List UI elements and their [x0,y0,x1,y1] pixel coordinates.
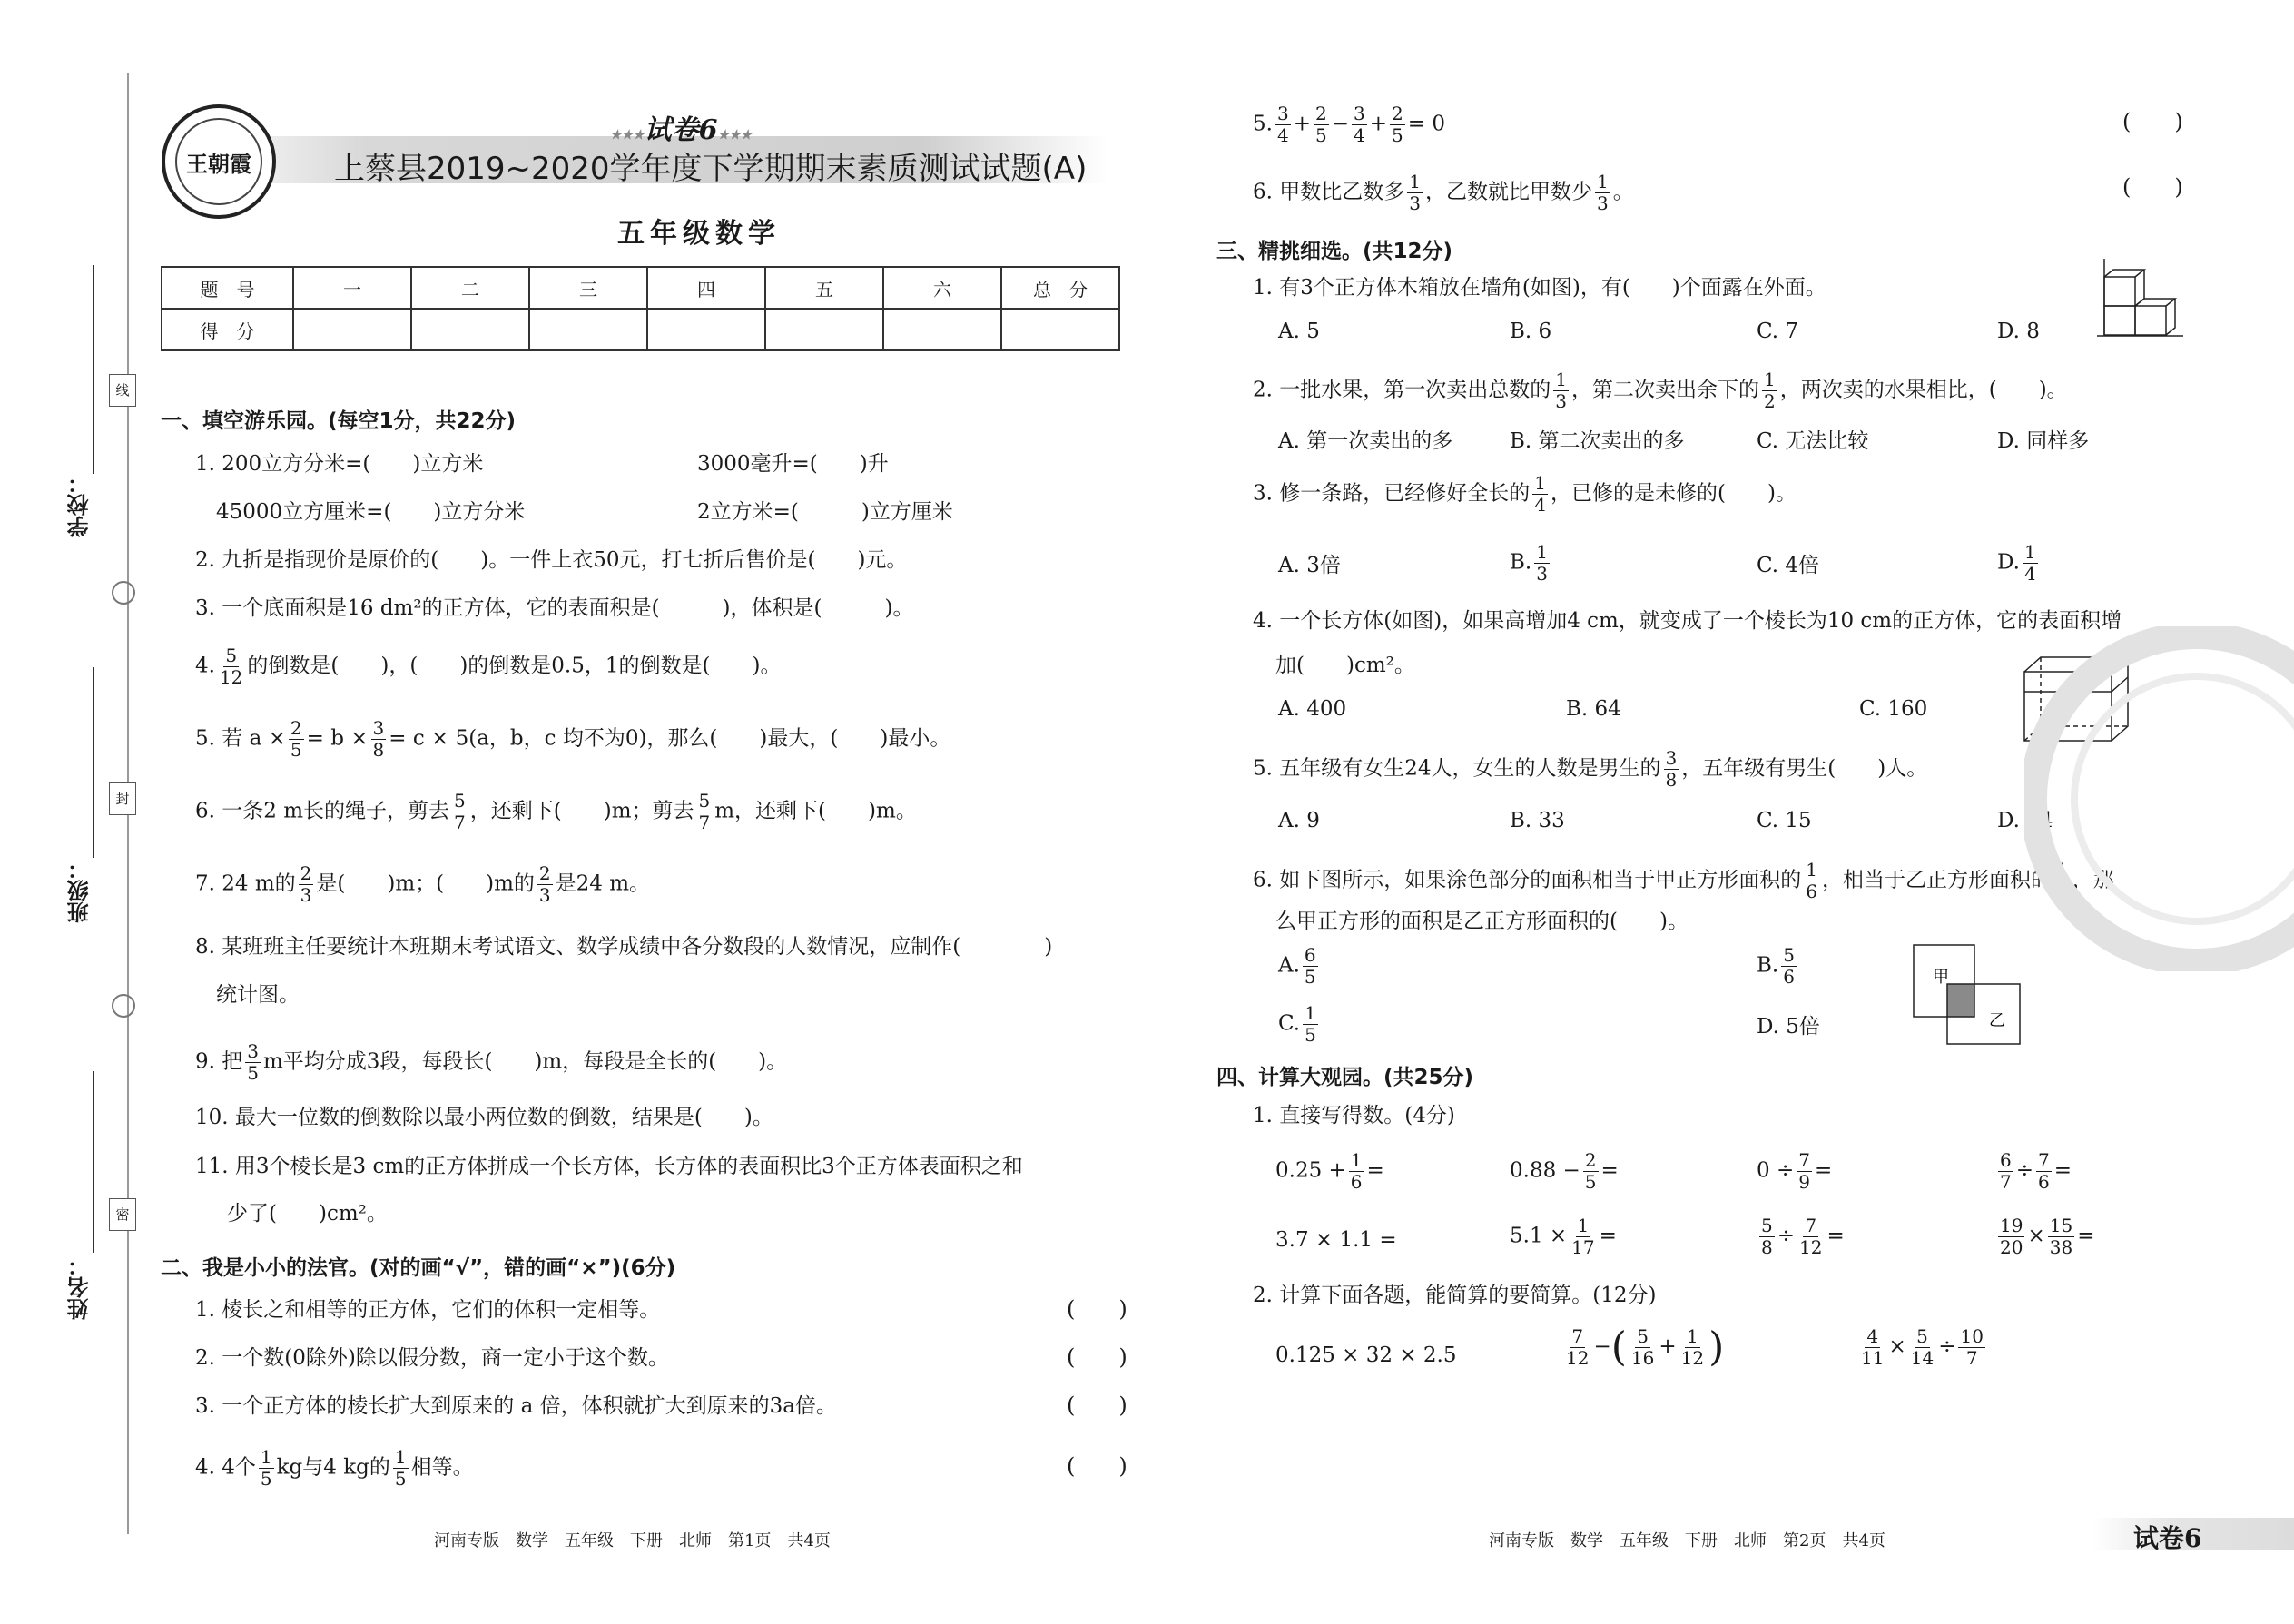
answer-bracket[interactable]: ( ) [1067,1453,1127,1479]
numerator: 2 [1584,1149,1597,1171]
question [1253,172,1634,213]
denominator: 3 [538,884,551,906]
option[interactable]: B. 64 [1566,697,1621,721]
page-title: 上蔡县2019~2020学年度下学期期末素质测试试题(A) [334,151,1088,187]
numerator: 19 [2000,1215,2023,1236]
option[interactable] [1278,1004,1321,1045]
fraction [1629,1327,1656,1368]
calc-item: $\frac{19}{20}$ × $\frac{15}{38}$ = [2000,1215,2095,1258]
answer-bracket[interactable]: ( ) [1067,1393,1127,1418]
fraction [371,719,387,760]
numerator: 7 [2038,1149,2050,1171]
denominator: 9 [1798,1171,1810,1193]
question: 3. 一个底面积是16 dm²的正方体，它的表面积是( )，体积是( )。 [195,596,914,620]
numerator: 3 [1353,103,1365,124]
q-text: 相等。 [410,1455,474,1480]
score-input-cell[interactable] [765,309,883,350]
numerator: 1 [1597,171,1609,192]
q-text: 0.88 − [1510,1158,1580,1183]
score-cell: 三 [529,267,647,309]
numerator: 1 [2023,541,2036,563]
footer-badge: 试卷6 [2133,1523,2202,1553]
denominator: 5 [290,739,302,761]
fraction [1275,104,1291,145]
numerator: 5 [454,790,466,812]
q-text: 4. [195,654,215,678]
denominator: 5 [1305,1024,1316,1046]
q-text: ，第二次卖出余下的 [1571,378,1759,402]
q-text: 5. 五年级有女生24人，女生的人数是男生的 [1253,756,1661,781]
option[interactable] [1997,543,2041,584]
numerator: 7 [1571,1325,1584,1347]
answer-bracket[interactable]: ( ) [1067,1344,1127,1370]
exam-badge-text: 试卷6 [644,114,718,146]
q-text: m，还剩下( )m。 [714,799,917,823]
numerator: 10 [1960,1325,1984,1347]
q-text: B. [1757,953,1779,978]
q-text: 5. 若 a × [195,726,286,751]
score-cell: 一 [293,267,411,309]
numerator: 1 [1409,171,1421,192]
calc-item [1757,1151,1832,1192]
q-text: 是( )m；( )m的 [316,871,535,896]
question: 3000毫升=( )升 [697,452,889,476]
fraction [2023,543,2038,584]
q-text: ，已修的是未修的( )。 [1551,481,1797,506]
q-text: 的倒数是( )，( )的倒数是0.5，1的倒数是( )。 [247,654,782,678]
question: 2. 九折是指现价是原价的( )。一件上衣50元，打七折后售价是( )元。 [195,548,908,572]
denominator: 4 [1276,124,1289,146]
section-2-title: 二、我是小小的法官。(对的画“√”，错的画“×”)(6分) [161,1256,676,1280]
question: 少了( )cm²。 [227,1202,388,1225]
fraction [1390,104,1405,145]
figure-label-jia: 甲 [1933,968,1949,987]
question: 1. 棱长之和相等的正方体，它们的体积一定相等。 [195,1298,661,1322]
q-text: = b × [306,726,369,751]
numerator: 1 [2056,859,2068,881]
option[interactable]: B. 第二次卖出的多 [1510,429,1685,453]
fraction [393,1448,409,1489]
numerator: 2 [1314,103,1327,124]
numerator: 7 [1798,1149,1810,1171]
denominator: 6 [1806,881,1817,902]
score-cell: 五 [765,267,883,309]
binding-hole [112,994,135,1018]
question [195,1448,474,1489]
section-4-title: 四、计算大观园。(共25分) [1216,1066,1474,1089]
numerator: 2 [300,862,312,884]
numerator: 3 [1665,747,1678,769]
footer-left: 河南专版 数学 五年级 下册 北师 第1页 共4页 [434,1531,831,1550]
question [195,719,950,760]
q-text: = 0 [1407,112,1445,136]
numerator: 1 [1764,369,1776,390]
numerator: 2 [538,862,551,884]
denominator: 7 [2000,1171,2012,1193]
denominator: 4 [1534,494,1546,516]
option[interactable]: B. 6 [1510,320,1552,343]
question: 加( )cm²。 [1275,654,1415,677]
score-table-header-row [162,267,1119,309]
numerator: 3 [247,1040,259,1062]
numerator: 1 [1350,1149,1363,1171]
name-blank[interactable] [93,1071,94,1253]
question: 10. 最大一位数的倒数除以最小两位数的倒数，结果是( )。 [195,1106,773,1129]
question: 1. 有3个正方体木箱放在墙角(如图)，有( )个面露在外面。 [1253,276,1826,300]
question [1253,861,2114,901]
score-table [161,266,1120,351]
name-label: 姓名： [67,1255,93,1320]
fraction [1909,1327,1935,1368]
option[interactable]: C. 无法比较 [1757,429,1869,453]
question: 11. 用3个棱长是3 cm的正方体拼成一个长方体，长方体的表面积比3个正方体表面积之和 [195,1155,1023,1178]
answer-bracket[interactable]: ( ) [2122,109,2183,134]
numerator: 1 [260,1446,272,1468]
star-icon: ★★★ [610,128,645,143]
denominator: 12 [1566,1347,1590,1369]
score-cell: 得 分 [162,309,293,350]
overlapping-squares-figure [1911,942,2024,1047]
score-input-cell[interactable] [883,309,1001,350]
star-icon: ★★★ [717,128,753,143]
q-text: = [1366,1158,1384,1183]
option[interactable] [1510,543,1552,584]
question [1253,370,2068,411]
calc-item: $\frac{4}{11}$ × $\frac{5}{14}$ ÷ $\frac{10}{7}$ [1861,1325,1984,1369]
denominator: 16 [1630,1347,1655,1369]
fraction [259,1448,274,1489]
score-cell: 二 [411,267,529,309]
fraction [537,864,553,905]
question [195,864,650,905]
q-text: = [1826,1224,1845,1248]
numerator: 1 [1536,541,1548,563]
q-text: ，相当于乙正方形面积的 [1822,868,2052,892]
fraction [1859,1327,1885,1368]
numerator: 4 [1866,1325,1879,1347]
option[interactable] [1757,946,1799,987]
question: 8. 某班班主任要统计本班期末考试语文、数学成绩中各分数段的人数情况，应制作( ) [195,935,1053,959]
calc-item [1510,1151,1619,1192]
numerator: 5 [1637,1325,1649,1347]
numerator: 1 [1687,1325,1698,1347]
question: 45000立方厘米=( )立方分米 [216,500,526,524]
fraction [1762,370,1777,411]
denominator: 11 [1861,1347,1885,1369]
fraction [299,864,314,905]
numerator: 3 [1276,103,1289,124]
denominator: 4 [2023,563,2036,585]
denominator: 5 [2056,881,2068,902]
section-1-title: 一、填空游乐园。(每空1分，共22分) [161,409,517,433]
fraction [245,1042,261,1083]
binding-hole [112,581,135,605]
denominator: 7 [698,812,711,833]
score-cell: 六 [883,267,1001,309]
score-input-cell[interactable] [647,309,765,350]
fraction [1958,1327,1984,1368]
answer-bracket[interactable]: ( ) [1067,1296,1127,1322]
q-text: ，那 [2072,868,2114,892]
score-input-cell[interactable] [529,309,647,350]
q-text: = c × 5(a，b，c 均不为0)，那么( )最大，( )最小。 [389,726,951,751]
denominator: 8 [1761,1236,1773,1258]
seal-char-line: 线 [109,374,136,407]
denominator: 6 [1350,1171,1363,1193]
fraction [1759,1216,1775,1257]
fraction [2048,1216,2074,1257]
denominator: 5 [247,1062,259,1084]
option[interactable]: A. 400 [1278,697,1347,721]
score-cell: 总 分 [1001,267,1119,309]
option[interactable]: D. 8 [1997,320,2040,343]
question [195,792,917,832]
q-text: 7. 24 m的 [195,871,296,896]
denominator: 5 [394,1468,407,1490]
option[interactable]: A. 第一次卖出的多 [1278,429,1453,453]
denominator: 3 [1597,192,1609,214]
denominator: 5 [1584,1171,1597,1193]
calc-item: $\frac{5}{8}$ ÷ $\frac{7}{12}$ = [1761,1215,1845,1258]
fraction [1570,1216,1596,1257]
option[interactable]: B. 33 [1510,809,1565,832]
calc-item: $\frac{6}{7}$ ÷ $\frac{7}{6}$ = [2000,1149,2072,1193]
numerator: 7 [1805,1215,1817,1236]
option[interactable]: A. 9 [1278,809,1320,832]
denominator: 38 [2049,1236,2073,1258]
denominator: 7 [1965,1347,1978,1369]
numerator: 6 [2000,1149,2012,1171]
fraction [1583,1151,1599,1192]
denominator: 5 [1304,966,1316,988]
logo-text: 王朝霞 [186,150,251,177]
fraction [1532,474,1548,515]
calc-item: 3.7 × 1.1 = [1275,1228,1397,1252]
question: 么甲正方形的面积是乙正方形面积的( )。 [1275,910,1689,933]
numerator: 1 [394,1446,407,1468]
question: 2. 计算下面各题，能简算的要简算。(12分) [1253,1284,1657,1307]
question: 统计图。 [216,983,300,1007]
fraction [1595,172,1610,213]
calc-item [1510,1216,1617,1257]
calc-item [1275,1151,1384,1192]
fraction [1797,1216,1824,1257]
fraction [1352,104,1367,145]
q-text: 是24 m。 [555,871,651,896]
score-input-cell[interactable] [411,309,529,350]
fraction [1534,543,1550,584]
numerator: 6 [1304,944,1316,966]
fraction [2036,1151,2052,1192]
question [195,646,781,687]
fraction [1998,1216,2024,1257]
numerator: 5 [225,645,238,666]
option[interactable]: D. 5倍 [1757,1015,1820,1038]
numerator: 5 [1916,1325,1928,1347]
q-text: = [1600,1158,1619,1183]
numerator: 2 [1392,103,1403,124]
option[interactable]: C. 4倍 [1757,554,1820,577]
score-input-cell[interactable] [1001,309,1119,350]
numerator: 1 [1806,859,1817,881]
option[interactable]: A. 5 [1278,320,1320,343]
fraction [1314,104,1329,145]
score-input-cell[interactable] [293,309,411,350]
denominator: 6 [1783,966,1795,988]
numerator: 5 [698,790,711,812]
question: 4. 一个长方体(如图)，如果高增加4 cm，就变成了一个棱长为10 cm的正方体，它的表面积增 [1253,609,2122,633]
numerator: 1 [1577,1215,1590,1236]
fraction [1664,749,1679,790]
numerator: 3 [372,717,385,739]
fraction [697,792,713,832]
fraction [1349,1151,1364,1192]
q-text: 0 ÷ [1757,1158,1795,1183]
denominator: 3 [1536,563,1548,585]
answer-bracket[interactable]: ( ) [2122,174,2183,200]
school-blank[interactable] [93,265,94,474]
q-text: 4. 4个 [195,1455,256,1480]
question: 2立方米=( )立方厘米 [697,500,953,524]
fraction [1998,1151,2013,1192]
q-text: = [2077,1224,2095,1248]
fraction [1303,1004,1318,1045]
numerator: 5 [1783,944,1795,966]
question [195,1042,787,1083]
option[interactable]: D. 64 [1997,809,2053,832]
fraction [1797,1151,1812,1192]
denominator: 14 [1910,1347,1935,1369]
question: 1. 直接写得数。(4分) [1253,1104,1455,1127]
denominator: 17 [1571,1236,1595,1258]
denominator: 8 [1665,769,1678,791]
option[interactable] [1278,946,1321,987]
q-text: 。 [1612,180,1634,204]
numerator: 5 [1761,1215,1773,1236]
seal-char-secret: 密 [109,1198,136,1231]
fraction [218,646,244,687]
question: 5. $\frac{3}{4}$ + $\frac{2}{5}$ − $\frac{3}{4}$ + $\frac{2}{5}$ = 0 [1253,103,1445,146]
denominator: 5 [1392,124,1403,146]
denominator: 8 [372,739,385,761]
question: 1. 200立方分米=( )立方米 [195,452,484,476]
numerator: 2 [290,717,302,739]
school-label: 学校： [67,472,93,537]
option[interactable]: C. 7 [1757,320,1799,343]
class-label: 班级： [67,858,93,923]
footer-right: 河南专版 数学 五年级 下册 北师 第2页 共4页 [1489,1531,1885,1550]
numerator: 15 [2049,1215,2073,1236]
q-text: ，五年级有男生( )人。 [1681,756,1928,781]
denominator: 12 [1799,1236,1823,1258]
denominator: 3 [300,884,312,906]
question: 3. 一个正方体的棱长扩大到原来的 a 倍，体积就扩大到原来的3a倍。 [195,1394,837,1418]
denominator: 6 [2038,1171,2050,1193]
seal-char-seal: 封 [109,782,136,815]
fraction [1564,1327,1590,1368]
q-text: D. [1997,550,2020,575]
denominator: 12 [219,666,243,688]
question [1253,749,1927,790]
q-text: ，还剩下( )m；剪去 [469,799,694,823]
exam-badge [610,107,752,147]
denominator: 12 [1680,1347,1705,1369]
q-text: = [1814,1158,1833,1183]
q-text: kg与4 kg的 [276,1455,390,1480]
class-blank[interactable] [93,667,94,858]
option[interactable]: C. 160 [1859,697,1928,721]
q-text: ，乙数就比甲数少 [1425,180,1592,204]
q-text: 6. 甲数比乙数多 [1253,180,1405,204]
watermark-seal [2024,626,2294,971]
q-text: 9. 把 [195,1049,243,1074]
q-text: = [2053,1158,2072,1183]
denominator: 3 [1409,192,1421,214]
publisher-logo [162,104,276,219]
option[interactable]: A. 3倍 [1278,554,1341,577]
denominator: 5 [260,1468,272,1490]
q-text: 5.1 × [1510,1224,1568,1248]
fraction [1407,172,1423,213]
denominator: 2 [1764,390,1776,412]
score-cell: 四 [647,267,765,309]
score-table-score-row [162,309,1119,350]
numerator: 1 [1555,369,1567,390]
denominator: 7 [454,812,466,833]
q-text: 6. 如下图所示，如果涂色部分的面积相当于甲正方形面积的 [1253,868,1802,892]
question: 2. 一个数(0除外)除以假分数，商一定小于这个数。 [195,1346,669,1370]
fraction [1553,370,1569,411]
q-text: 0.25 + [1275,1158,1346,1183]
denominator: 20 [2000,1236,2023,1258]
fraction [1679,1327,1706,1368]
denominator: 3 [1555,390,1567,412]
denominator: 4 [1353,124,1365,146]
fraction [289,719,304,760]
fraction [452,792,468,832]
q-text: 5. [1253,112,1273,136]
fraction [1781,946,1797,987]
question [1253,474,1797,515]
denominator: 5 [1314,124,1327,146]
option[interactable]: D. 同样多 [1997,429,2090,453]
calc-item: $\frac{7}{12}$ −( $\frac{5}{16}$ + $\frac{1}{12}$ ) [1566,1324,1725,1371]
q-text: 2. 一批水果，第一次卖出总数的 [1253,378,1551,402]
q-text: ，两次卖的水果相比，( )。 [1779,378,2068,402]
calc-item: 0.125 × 32 × 2.5 [1275,1343,1457,1367]
q-text: 3. 修一条路，已经修好全长的 [1253,481,1531,506]
q-text: A. [1278,953,1300,978]
fraction [1804,861,1819,901]
cube-stack-figure [2097,259,2183,340]
q-text: C. [1278,1011,1301,1036]
fraction [1303,946,1318,987]
q-text: 6. 一条2 m长的绳子，剪去 [195,799,450,823]
score-cell: 题 号 [162,267,293,309]
figure-label-yi: 乙 [1989,1011,2005,1030]
page-subtitle: 五年级数学 [617,218,781,250]
numerator: 1 [1534,472,1546,494]
q-text: = [1599,1224,1617,1248]
option[interactable]: C. 15 [1757,809,1812,832]
section-3-title: 三、精挑细选。(共12分) [1216,240,1453,263]
numerator: 1 [1305,1002,1316,1024]
q-text: m平均分成3段，每段长( )m，每段是全长的( )。 [263,1049,788,1074]
q-text: B. [1510,550,1532,575]
